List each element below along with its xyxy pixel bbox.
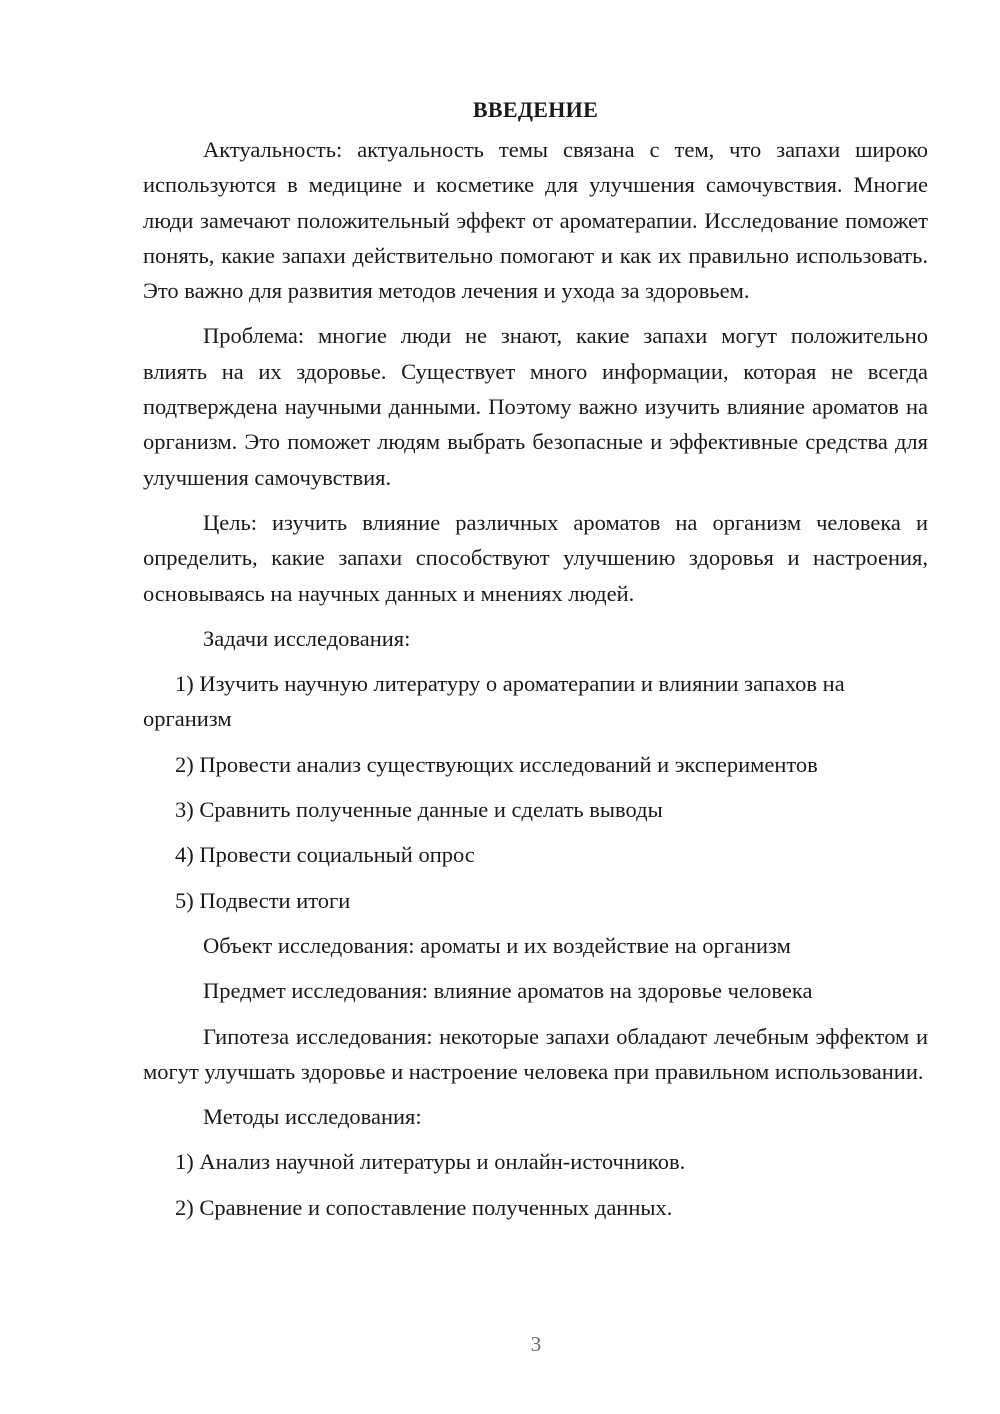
list-item: 2) Сравнение и сопоставление полученных данных. [175,1194,673,1220]
page-title: ВВЕДЕНИЕ [472,97,599,122]
goal-paragraph: Цель: изучить влияние различных ароматов на организм человека и определить, какие запахи способствуют улучшению здоровья и настроения, основываясь на научных данных и мнениях людей. [143,509,928,606]
relevance-paragraph: Актуальность: актуальность темы связана с тем, что запахи широко используются в медицине и косметике для улучшения самочувствия. Многие люди замечают положительный эффект от ароматерапии. Исследование поможет понять, какие запахи действительно помогают и как их правильно использовать. Это важно для развития методов лечения и ухода за здоровьем. [143,137,928,304]
document-page [143,92,928,1225]
list-item: 1) Анализ научной литературы и онлайн-источников. [175,1149,686,1175]
list-item: 3) Сравнить полученные данные и сделать выводы [175,797,663,823]
hypothesis-paragraph: Гипотеза исследования: некоторые запахи обладают лечебным эффектом и могут улучшать здоровье и настроение человека при правильном использовании. [143,1023,928,1084]
methods-heading: Методы исследования: [203,1104,422,1130]
problem-paragraph: Проблема: многие люди не знают, какие запахи могут положительно влиять на их здоровье. Существует много информации, которая не всегда подтверждена научными данными. Поэтому важно изучить влияние ароматов на организм. Это поможет людям выбрать безопасные и эффективные средства для улучшения самочувствия. [143,323,928,490]
list-item: 5) Подвести итоги [175,887,351,913]
methods-list [143,1144,928,1225]
page-number: 3 [530,1332,542,1356]
list-item: 1) Изучить научную литературу о ароматерапии и влиянии запахов на организм [143,671,845,732]
list-item: 4) Провести социальный опрос [175,842,475,868]
list-item: 2) Провести анализ существующих исследований и экспериментов [175,751,818,777]
subject-paragraph: Предмет исследования: влияние ароматов на здоровье человека [203,978,813,1004]
tasks-list [143,666,928,918]
object-paragraph: Объект исследования: ароматы и их воздействие на организм [203,932,791,958]
tasks-heading: Задачи исследования: [203,625,411,651]
